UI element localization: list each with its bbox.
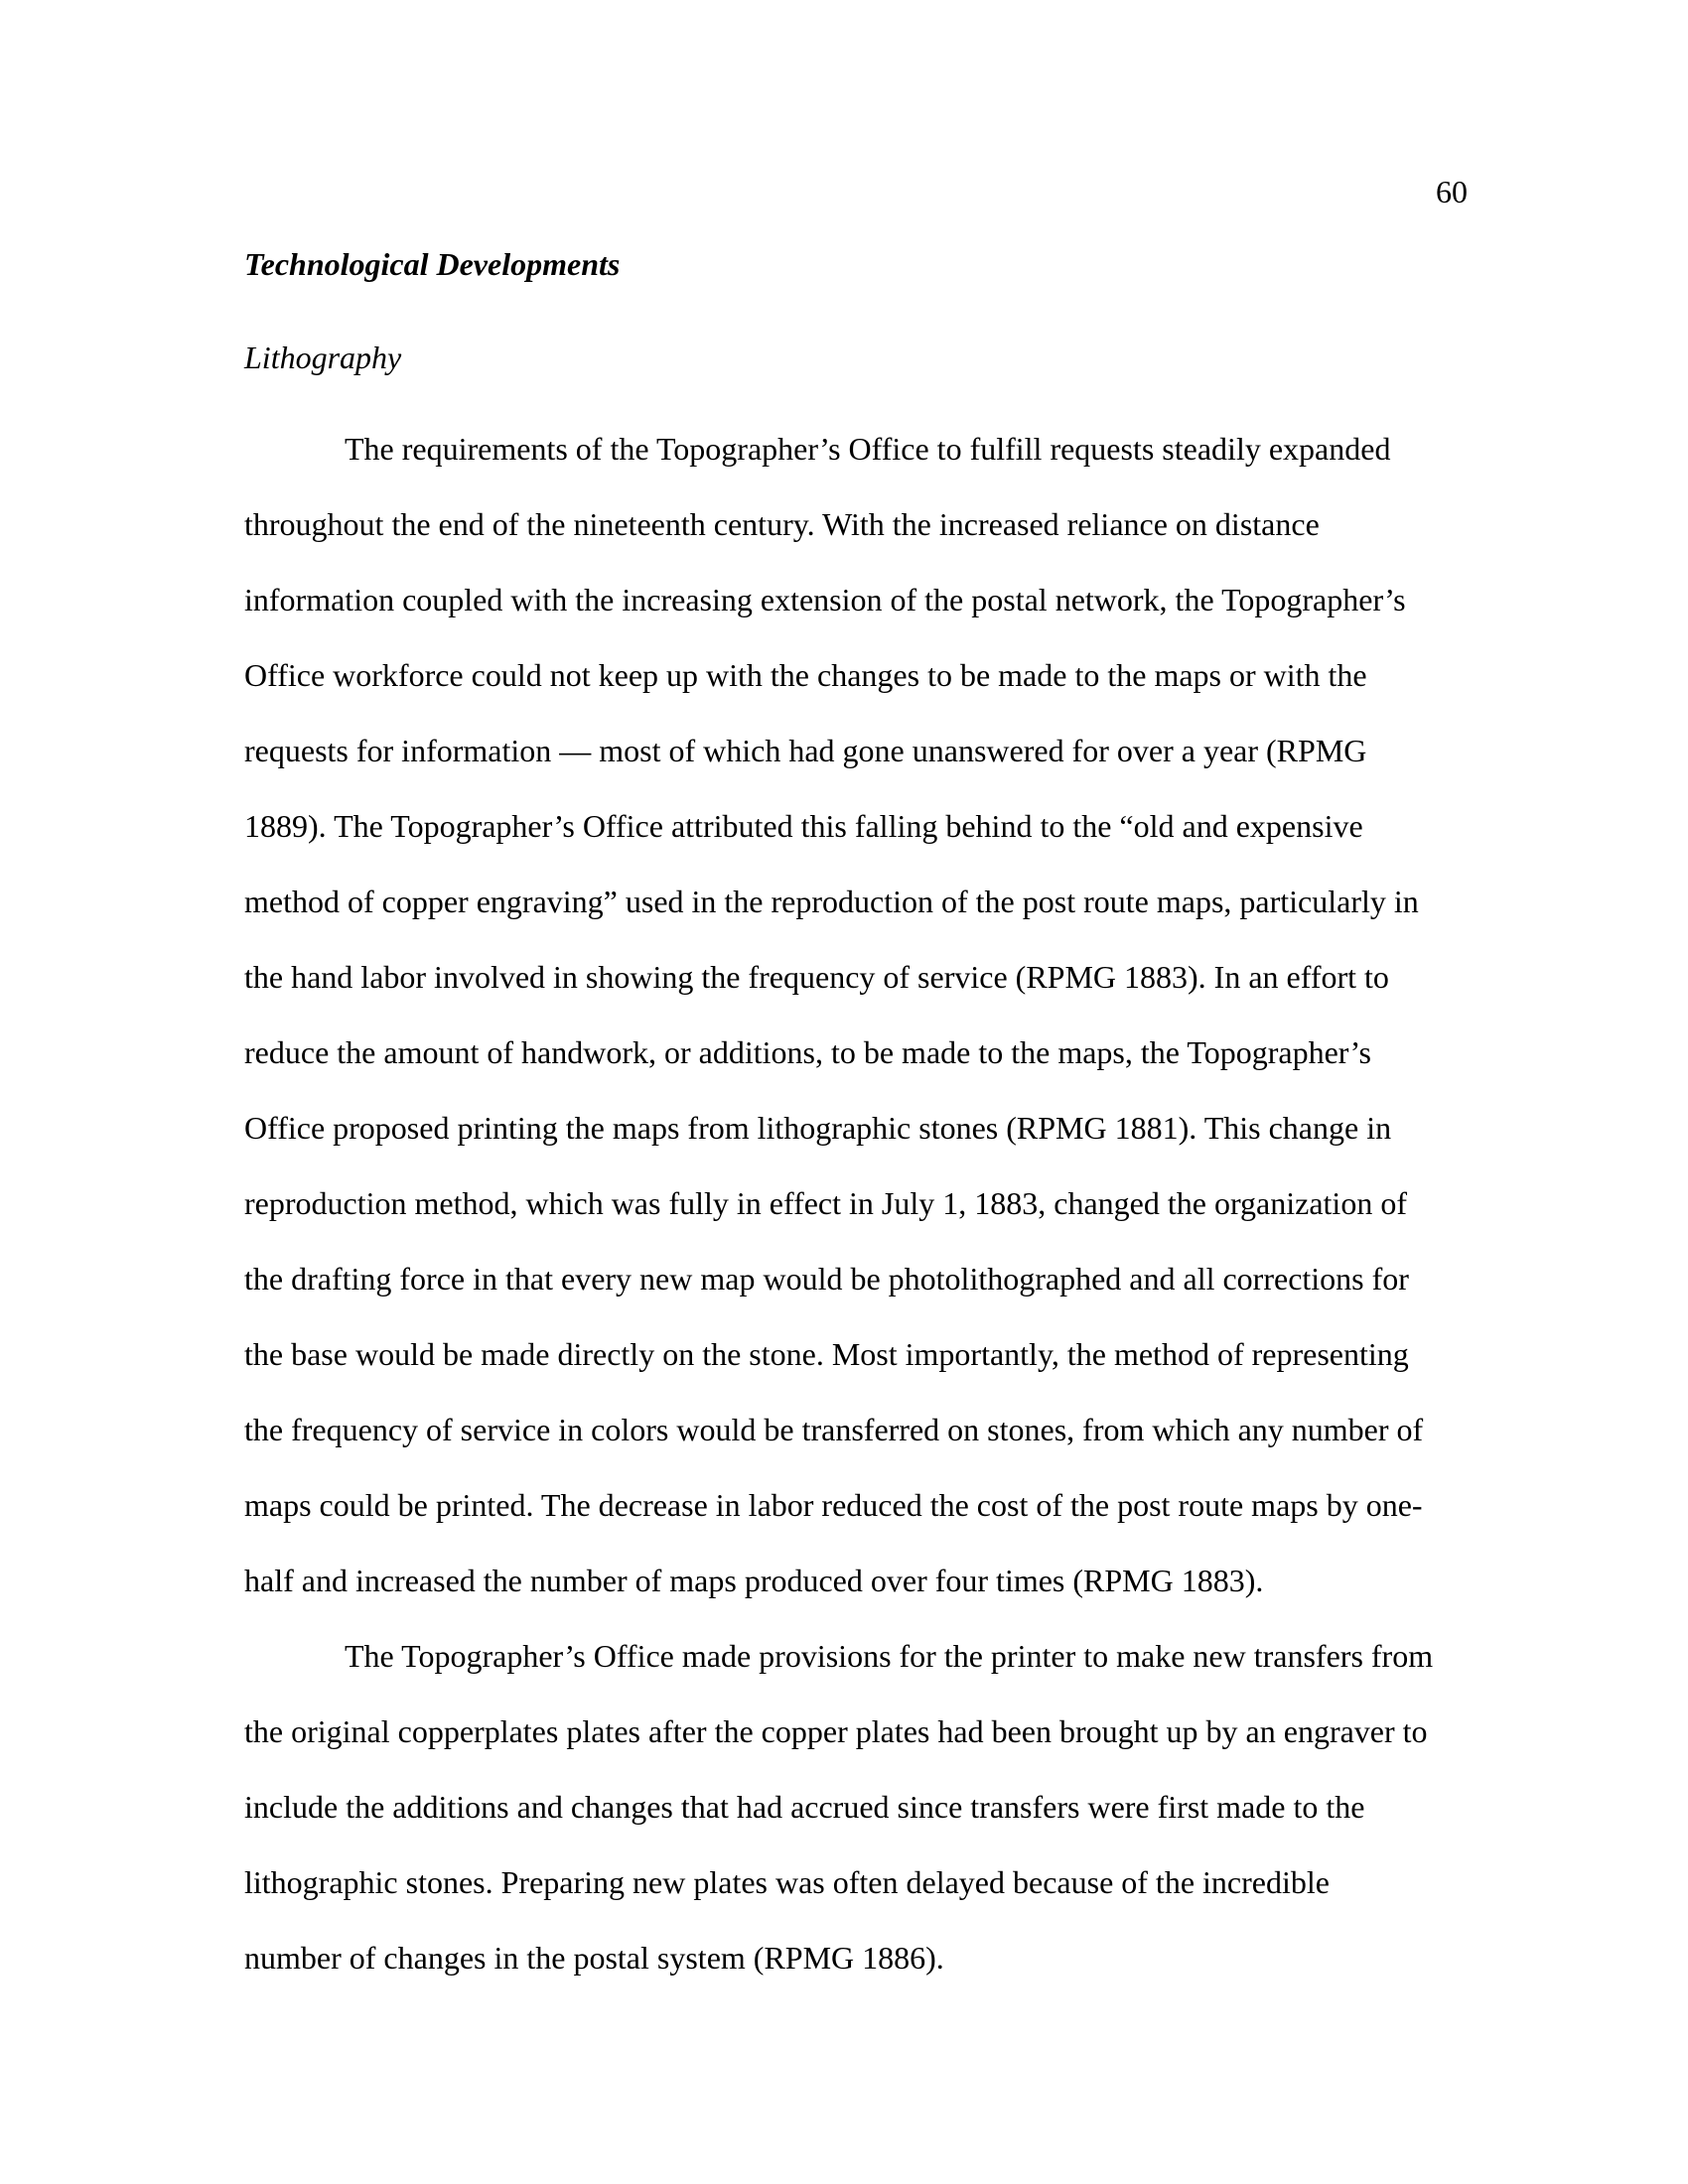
text-line: the base would be made directly on the stone. Most importantly, the method of representing [244,1336,1409,1372]
text-line: The requirements of the Topographer’s Office to fulfill requests steadily expanded [345,431,1391,467]
paragraph-lithography-intro [244,411,1489,1618]
text-line: reduce the amount of handwork, or additions, to be made to the maps, the Topographer’s [244,1034,1371,1070]
text-line: the frequency of service in colors would be transferred on stones, from which any number of [244,1412,1424,1447]
text-line: the hand labor involved in showing the frequency of service (RPMG 1883). In an effort to [244,959,1389,995]
text-line: throughout the end of the nineteenth century. With the increased reliance on distance [244,506,1320,542]
page-number: 60 [1436,174,1468,209]
text-line: the drafting force in that every new map would be photolithographed and all corrections for [244,1261,1409,1297]
text-line: Office proposed printing the maps from lithographic stones (RPMG 1881). This change in [244,1110,1392,1146]
text-line: half and increased the number of maps produced over four times (RPMG 1883). [244,1563,1264,1598]
text-line: information coupled with the increasing extension of the postal network, the Topographer’s [244,582,1406,617]
section-heading: Technological Developments [244,246,621,282]
text-line: lithographic stones. Preparing new plates was often delayed because of the incredible [244,1864,1330,1900]
text-line: Office workforce could not keep up with the changes to be made to the maps or with the [244,657,1367,693]
paragraph-copperplate-transfers [244,1618,1489,1995]
text-line: the original copperplates plates after the copper plates had been brought up by an engraver to [244,1713,1428,1749]
subsection-heading: Lithography [244,340,402,375]
text-line: 1889). The Topographer’s Office attributed this falling behind to the “old and expensive [244,808,1363,844]
text-line: requests for information — most of which had gone unanswered for over a year (RPMG [244,733,1367,768]
text-line: reproduction method, which was fully in effect in July 1, 1883, changed the organization of [244,1185,1407,1221]
text-line: maps could be printed. The decrease in labor reduced the cost of the post route maps by one- [244,1487,1423,1523]
text-line: method of copper engraving” used in the reproduction of the post route maps, particularly in [244,884,1419,919]
text-line: number of changes in the postal system (RPMG 1886). [244,1940,944,1976]
text-line: include the additions and changes that had accrued since transfers were first made to the [244,1789,1365,1825]
body-text [244,411,1489,1995]
text-line: The Topographer’s Office made provisions for the printer to make new transfers from [345,1638,1434,1674]
